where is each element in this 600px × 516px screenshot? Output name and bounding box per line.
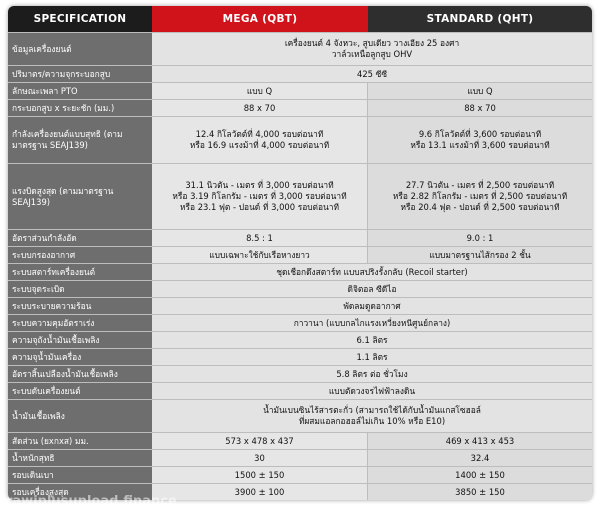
standard-value-cell bbox=[368, 247, 592, 263]
table-row bbox=[8, 348, 592, 365]
table-row bbox=[8, 449, 592, 466]
cell-line: 88 x 70 bbox=[243, 102, 276, 113]
cell-line: 3850 ± 150 bbox=[455, 486, 505, 497]
cell-line: วาล์วเหนือลูกสูบ OHV bbox=[331, 49, 413, 59]
row-label: แรงบิดสูงสุด (ตามมาตรฐาน SEAJ139) bbox=[8, 164, 152, 229]
cell-line: แบบเฉพาะใช้กับเรือหางยาว bbox=[209, 249, 310, 260]
row-label: สัดส่วน (ยxกxส) มม. bbox=[8, 433, 152, 449]
cell-line: หรือ 3.19 กิโลกรัม - เมตร ที่ 3,000 รอบต่อนาที bbox=[172, 191, 347, 201]
table-row bbox=[8, 82, 592, 99]
row-label: ระบบดับเครื่องยนต์ bbox=[8, 383, 152, 399]
cell-line: 30 bbox=[254, 452, 265, 463]
cell-line: 12.4 กิโลวัตต์ที่ 4,000 รอบต่อนาที bbox=[195, 129, 324, 139]
shared-value-cell bbox=[152, 281, 592, 297]
table-row bbox=[8, 32, 592, 65]
table-body bbox=[8, 32, 592, 500]
shared-value-cell bbox=[152, 315, 592, 331]
cell-line: แบบมาตรฐานไส้กรอง 2 ชั้น bbox=[429, 249, 531, 260]
shared-value-cell bbox=[152, 349, 592, 365]
row-label: กำลังเครื่องยนต์แบบสุทธิ (ตามมาตรฐาน SEAJ139) bbox=[8, 117, 152, 163]
cell-line: 1500 ± 150 bbox=[234, 469, 285, 480]
cell-line: 469 x 413 x 453 bbox=[445, 435, 515, 446]
table-row bbox=[8, 331, 592, 348]
cell-line: หรือ 16.9 แรงม้าที่ 4,000 รอบต่อนาที bbox=[189, 140, 330, 150]
cell-line: แบบ Q bbox=[246, 85, 273, 96]
table-row bbox=[8, 246, 592, 263]
table-row bbox=[8, 280, 592, 297]
mega-value-cell bbox=[152, 83, 368, 99]
cell-line: 1400 ± 150 bbox=[455, 469, 505, 480]
row-label: ข้อมูลเครื่องยนต์ bbox=[8, 33, 152, 65]
row-label: กระบอกสูบ x ระยะชัก (มม.) bbox=[8, 100, 152, 116]
shared-value-cell bbox=[152, 366, 592, 382]
cell-line: น้ำมันเบนซินไร้สารตะกั่ว (สามารถใช้ได้กับน้ำมันแกสโซฮอล์ bbox=[263, 405, 481, 415]
cell-line: 6.1 ลิตร bbox=[356, 334, 388, 345]
cell-line: หรือ 2.82 กิโลกรัม - เมตร ที่ 2,500 รอบต่อนาที bbox=[392, 191, 568, 201]
cell-line: แบบตัดวงจรไฟฟ้าลงดิน bbox=[328, 385, 416, 396]
cell-line: 1.1 ลิตร bbox=[356, 351, 388, 362]
mega-value-cell bbox=[152, 100, 368, 116]
table-row bbox=[8, 263, 592, 280]
row-label: ระบบความคุมอัตราเร่ง bbox=[8, 315, 152, 331]
table-row bbox=[8, 297, 592, 314]
table-row bbox=[8, 163, 592, 229]
mega-value-cell bbox=[152, 433, 368, 449]
table-row bbox=[8, 382, 592, 399]
watermark: rawiplusupload.finance bbox=[6, 494, 177, 509]
table-row bbox=[8, 432, 592, 449]
cell-line: ชุดเชือกดึงสตาร์ท แบบสปริงรั้งกลับ (Recoil starter) bbox=[276, 266, 468, 277]
shared-value-cell bbox=[152, 383, 592, 399]
row-label: อัตราสิ้นเปลืองน้ำมันเชื้อเพลิง bbox=[8, 366, 152, 382]
mega-value-cell bbox=[152, 164, 368, 229]
standard-value-cell bbox=[368, 83, 592, 99]
cell-line: หรือ 23.1 ฟุต - ปอนด์ ที่ 3,000 รอบต่อนาที bbox=[179, 202, 339, 212]
mega-value-cell bbox=[152, 484, 368, 500]
standard-value-cell bbox=[368, 484, 592, 500]
cell-line: กาวานา (แบบกลไกแรงเหวี่ยงหนีศูนย์กลาง) bbox=[293, 317, 451, 328]
row-label: ความจุน้ำมันเครื่อง bbox=[8, 349, 152, 365]
header-specification: SPECIFICATION bbox=[8, 6, 152, 32]
standard-value-cell bbox=[368, 100, 592, 116]
cell-line: 9.0 : 1 bbox=[466, 232, 494, 243]
shared-value-cell bbox=[152, 400, 592, 432]
shared-value-cell bbox=[152, 298, 592, 314]
cell-line: 3900 ± 100 bbox=[234, 486, 285, 497]
cell-line: 5.8 ลิตร ต่อ ชั่วโมง bbox=[336, 368, 408, 379]
table-row bbox=[8, 116, 592, 163]
row-label: รอบเดินเบา bbox=[8, 467, 152, 483]
table-row bbox=[8, 314, 592, 331]
shared-value-cell bbox=[152, 66, 592, 82]
row-label: ลักษณะเพลา PTO bbox=[8, 83, 152, 99]
cell-line: 27.7 นิวตัน - เมตร ที่ 2,500 รอบต่อนาที bbox=[405, 180, 555, 190]
table-row bbox=[8, 365, 592, 382]
cell-line: 8.5 : 1 bbox=[246, 232, 273, 243]
cell-line: ที่ผสมแอลกอฮอล์ไม่เกิน 10% หรือ E10) bbox=[298, 416, 446, 426]
header-mega-qbt: MEGA (QBT) bbox=[152, 6, 368, 32]
row-label: อัตราส่วนกำลังอัด bbox=[8, 230, 152, 246]
mega-value-cell bbox=[152, 450, 368, 466]
cell-line: แบบ Q bbox=[467, 85, 493, 96]
cell-line: หรือ 20.4 ฟุต - ปอนด์ ที่ 2,500 รอบต่อนาที bbox=[400, 202, 560, 212]
mega-value-cell bbox=[152, 467, 368, 483]
standard-value-cell bbox=[368, 467, 592, 483]
row-label: น้ำหนักสุทธิ bbox=[8, 450, 152, 466]
standard-value-cell bbox=[368, 117, 592, 163]
row-label: ความจุถังน้ำมันเชื้อเพลิง bbox=[8, 332, 152, 348]
standard-value-cell bbox=[368, 164, 592, 229]
standard-value-cell bbox=[368, 230, 592, 246]
mega-value-cell bbox=[152, 230, 368, 246]
table-row bbox=[8, 229, 592, 246]
cell-line: พัดลมดูดอากาศ bbox=[343, 300, 401, 311]
standard-value-cell bbox=[368, 450, 592, 466]
cell-line: 425 ซีซี bbox=[356, 68, 388, 79]
cell-line: 9.6 กิโลวัตต์ที่ 3,600 รอบต่อนาที bbox=[418, 129, 542, 139]
table-row bbox=[8, 466, 592, 483]
row-label: รอบเครื่องสูงสุด bbox=[8, 484, 152, 500]
shared-value-cell bbox=[152, 264, 592, 280]
mega-value-cell bbox=[152, 117, 368, 163]
cell-line: 32.4 bbox=[470, 452, 490, 463]
table-header bbox=[8, 6, 592, 32]
table-row bbox=[8, 65, 592, 82]
spec-table bbox=[8, 6, 592, 500]
shared-value-cell bbox=[152, 33, 592, 65]
cell-line: ดิจิตอล ซีดีไอ bbox=[347, 283, 397, 294]
row-label: ระบบกรองอากาศ bbox=[8, 247, 152, 263]
cell-line: 573 x 478 x 437 bbox=[225, 435, 294, 446]
row-label: ระบบจุดระเบิด bbox=[8, 281, 152, 297]
table-row bbox=[8, 483, 592, 500]
cell-line: 88 x 70 bbox=[464, 102, 496, 113]
standard-value-cell bbox=[368, 433, 592, 449]
cell-line: 31.1 นิวตัน - เมตร ที่ 3,000 รอบต่อนาที bbox=[185, 180, 334, 190]
row-label: น้ำมันเชื้อเพลิง bbox=[8, 400, 152, 432]
cell-line: หรือ 13.1 แรงม้าที่ 3,600 รอบต่อนาที bbox=[410, 140, 550, 150]
shared-value-cell bbox=[152, 332, 592, 348]
row-label: ปริมาตร/ความจุกระบอกสูบ bbox=[8, 66, 152, 82]
table-row bbox=[8, 399, 592, 432]
mega-value-cell bbox=[152, 247, 368, 263]
cell-line: เครื่องยนต์ 4 จังหวะ, สูบเดียว วางเอียง 25 องศา bbox=[284, 38, 460, 48]
table-row bbox=[8, 99, 592, 116]
row-label: ระบบระบายความร้อน bbox=[8, 298, 152, 314]
header-standard-qht: STANDARD (QHT) bbox=[368, 6, 592, 32]
row-label: ระบบสตาร์ทเครื่องยนต์ bbox=[8, 264, 152, 280]
